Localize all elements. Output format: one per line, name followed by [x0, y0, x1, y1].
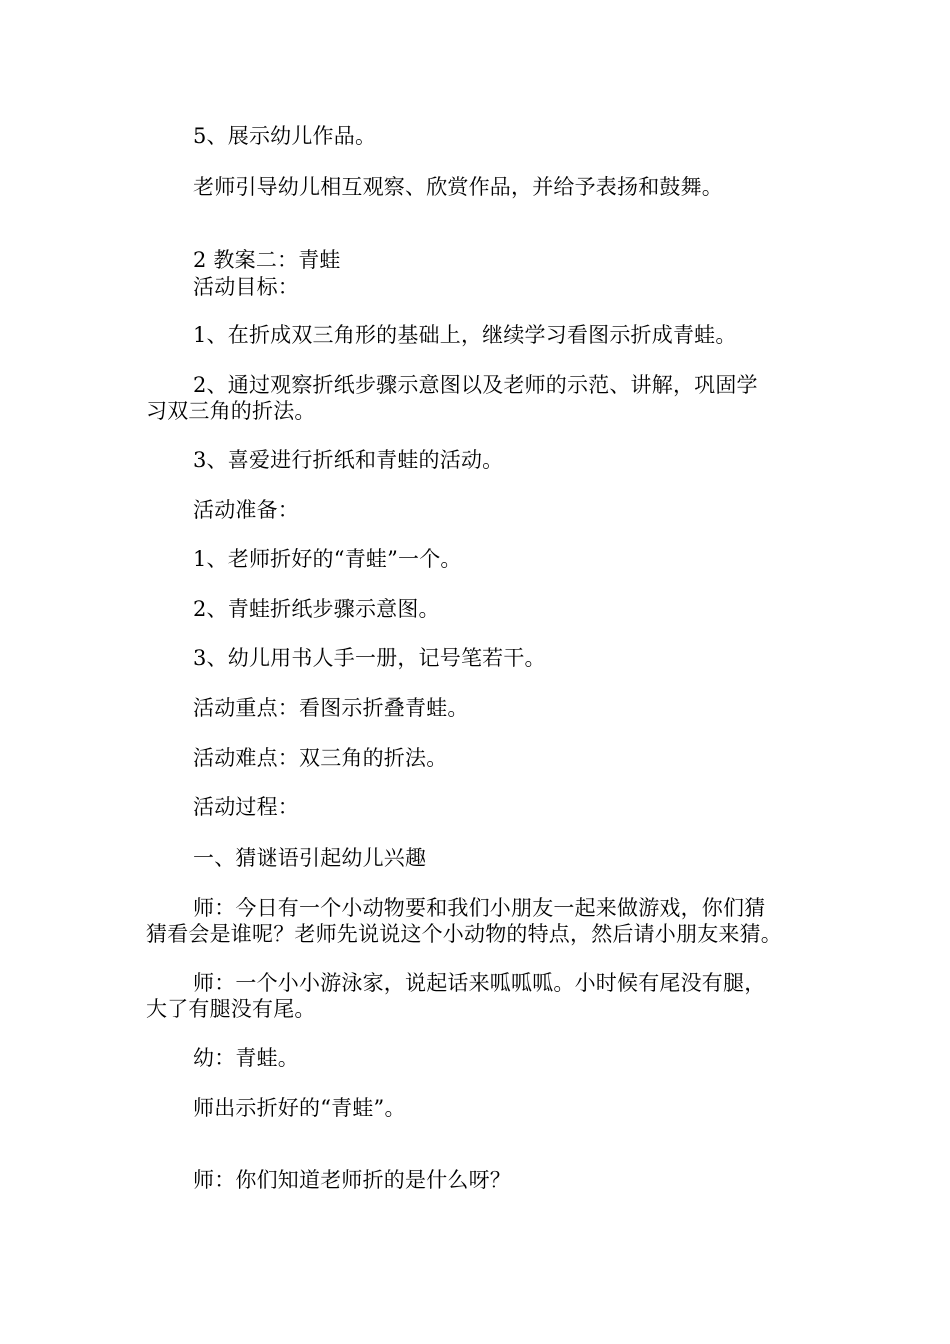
text-line: 2、青蛙折纸步骤示意图。 [193, 597, 440, 621]
text-line: 活动准备： [193, 498, 299, 522]
text-line: 老师引导幼儿相互观察、欣赏作品，并给予表扬和鼓舞。 [193, 175, 723, 199]
section-heading: 2 教案二：青蛙 [193, 248, 341, 272]
text-line: 师：今日有一个小动物要和我们小朋友一起来做游戏，你们猜 [193, 896, 766, 920]
text-line: 师出示折好的“青蛙”。 [193, 1096, 406, 1120]
text-line: 3、幼儿用书人手一册，记号笔若干。 [193, 646, 546, 670]
text-line: 猜看会是谁呢？老师先说说这个小动物的特点，然后请小朋友来猜。 [146, 922, 782, 946]
text-line: 3、喜爱进行折纸和青蛙的活动。 [193, 448, 504, 472]
text-line: 5、展示幼儿作品。 [193, 124, 377, 148]
text-line: 习双三角的折法。 [146, 399, 316, 423]
text-line: 师：一个小小游泳家，说起话来呱呱呱。小时候有尾没有腿， [193, 971, 766, 995]
text-line: 活动重点：看图示折叠青蛙。 [193, 696, 469, 720]
text-line: 2、通过观察折纸步骤示意图以及老师的示范、讲解，巩固学 [193, 373, 758, 397]
text-line: 幼：青蛙。 [193, 1046, 299, 1070]
text-line: 一、猜谜语引起幼儿兴趣 [193, 846, 427, 870]
text-line: 活动目标： [193, 275, 299, 299]
text-line: 1、老师折好的“青蛙”一个。 [193, 547, 462, 571]
text-line: 活动难点：双三角的折法。 [193, 746, 448, 770]
text-line: 活动过程： [193, 795, 299, 819]
text-line: 大了有腿没有尾。 [146, 997, 316, 1021]
text-line: 师：你们知道老师折的是什么呀？ [193, 1168, 511, 1192]
text-line: 1、在折成双三角形的基础上，继续学习看图示折成青蛙。 [193, 323, 737, 347]
